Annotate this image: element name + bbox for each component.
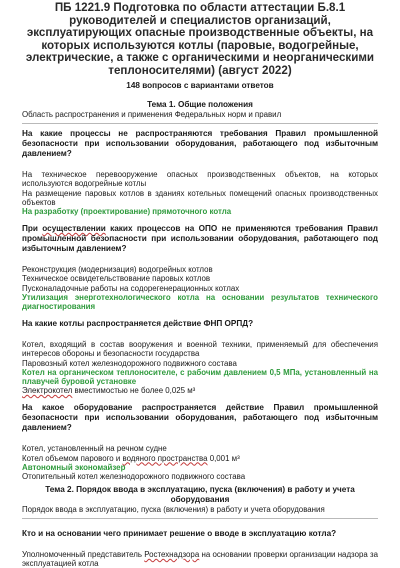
answer-option: Паровозный котел железнодорожного подвижного состава: [22, 358, 237, 368]
document-subtitle: 148 вопросов с вариантами ответов: [126, 80, 274, 90]
question-text: При: [22, 224, 43, 234]
correct-answer-option: Котел на органическом теплоносителе, с рабочим давлением 0,5 МПа, установленный на плавучей буровой установке: [22, 367, 378, 386]
question: На какие процессы не распространяются требования Правил промышленной безопасности при использовании оборудования, работающего под избыточным давлением?: [22, 129, 378, 159]
question: На какие котлы распространяется действие ФНП ОРПД?: [22, 319, 254, 329]
answer-options: [22, 444, 378, 481]
question: Кто и на основании чего принимает решение о вводе в эксплуатацию котла?: [22, 528, 337, 538]
answer-options: [22, 265, 378, 311]
answer-option: Уполномоченный представитель Ростехнадзора на основании проверки организации надзора за эксплуатацией котла: [22, 549, 378, 568]
answer-options: [22, 170, 378, 216]
answer-option: Пусконаладочные работы на содорегенерационных котлах: [22, 283, 240, 293]
question-text: каких процессов на ОПО не применяются требования Правил промышленной безопасности при использовании оборудования, работающего под избыточным давлением?: [22, 224, 378, 254]
correct-answer-option: Автономный экономайзер: [22, 462, 126, 472]
answer-option: Котел объемом парового и водяного пространства 0,001 м³: [22, 453, 240, 463]
divider: [22, 123, 378, 124]
answer-option: Реконструкция (модернизация) водогрейных котлов: [22, 265, 213, 275]
spellcheck-word: Ростехнадзора: [144, 549, 200, 559]
section-title: Тема 1. Общие положения: [147, 99, 253, 109]
answer-option: На техническое перевооружение опасных производственных объектов, на которых используются водогрейные котлы: [22, 170, 378, 189]
answer-option: Электрокотел вместимостью не более 0,025 м³: [22, 386, 196, 396]
answer-option: Техническое освидетельствование паровых котлов: [22, 274, 211, 284]
document-title: ПБ 1221.9 Подготовка по области аттестации Б.8.1 руководителей и специалистов организаций, эксплуатирующих опасные производственные объекты, на которых используются котлы (паровые, водогрейные, электрические, а также с органическими и неорганическими теплоносителями) (август 2022): [25, 1, 375, 77]
spellcheck-word: водяного пространства: [122, 453, 208, 463]
divider: [22, 518, 378, 519]
question: [22, 224, 378, 254]
spellcheck-word: Электрокотел: [22, 386, 73, 396]
section-title: Тема 2. Порядок ввода в эксплуатацию, пуска (включения) в работу и учета оборудования: [45, 485, 355, 505]
answer-option: На размещение паровых котлов в зданиях котельных помещений опасных производственных объектов: [22, 188, 378, 207]
question: На какое оборудование распространяется действие Правил промышленной безопасности при использовании оборудования, работающего под избыточным давлением?: [22, 403, 378, 433]
answer-options: [22, 340, 378, 395]
spellcheck-word: осуществлении: [42, 224, 106, 234]
section-description: Область распространения и применения Федеральных норм и правил: [22, 109, 282, 119]
correct-answer-option: Утилизация энерготехнологического котла на основании результатов технического диагностирования: [22, 292, 378, 311]
correct-answer-option: На разработку (проектирование) прямоточного котла: [22, 206, 232, 216]
answer-options: [22, 550, 378, 568]
section-description: Порядок ввода в эксплуатацию, пуска (включения) в работу и учета оборудования: [22, 505, 325, 515]
answer-option: Отопительный котел железнодорожного подвижного состава: [22, 472, 246, 482]
answer-option: Котел, входящий в состав вооружения и военной техники, применяемый для обеспечения интересов обороны и безопасности государства: [22, 340, 378, 359]
answer-option: Котел, установленный на речном судне: [22, 444, 167, 454]
